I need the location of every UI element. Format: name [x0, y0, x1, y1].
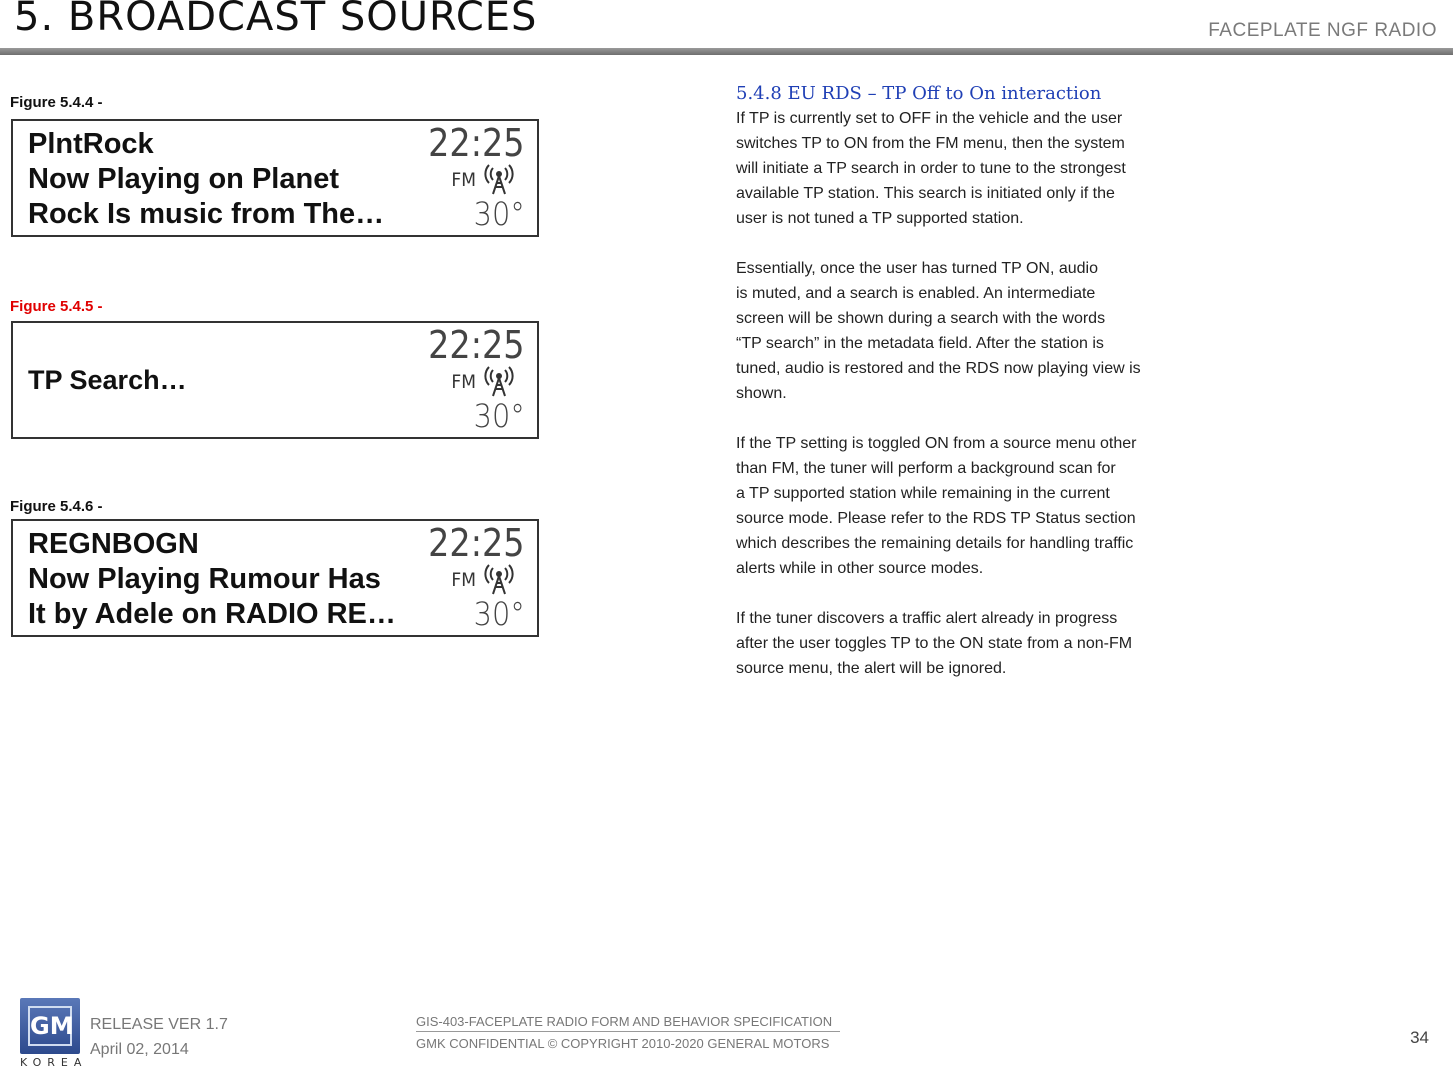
- document-subtitle: FACEPLATE NGF RADIO: [1208, 20, 1437, 41]
- paragraph: [736, 431, 1236, 581]
- broadcast-antenna-icon: [483, 365, 515, 397]
- clock: 22:25: [428, 521, 525, 565]
- text-line: alerts while in other source modes.: [736, 560, 984, 577]
- logo-subtext: KOREA: [20, 1056, 88, 1069]
- figure-label: Figure 5.4.6 -: [10, 498, 103, 515]
- page-number: 34: [1410, 1028, 1429, 1047]
- text-line: screen will be shown during a search with the words: [736, 310, 1106, 327]
- tp-search-text: TP Search…: [28, 365, 187, 395]
- radio-display-figure-3: [11, 519, 539, 637]
- station-name: REGNBOGN: [28, 528, 199, 560]
- logo-badge: [20, 998, 80, 1054]
- temperature: 30°: [473, 195, 525, 233]
- text-line: switches TP to ON from the FM menu, then the system: [736, 135, 1125, 152]
- radio-display-figure-2: [11, 321, 539, 439]
- release-info: [90, 1012, 228, 1062]
- status-column: [428, 121, 529, 235]
- metadata-text: [28, 527, 396, 632]
- band-indicator: FM: [451, 569, 476, 591]
- status-column: [428, 323, 529, 437]
- text-line: than FM, the tuner will perform a background scan for: [736, 460, 1116, 477]
- broadcast-antenna-icon: [483, 163, 515, 195]
- text-line: tuned, audio is restored and the RDS now playing view is: [736, 360, 1141, 377]
- text-line: after the user toggles TP to the ON state from a non-FM: [736, 635, 1133, 652]
- metadata-text: [28, 127, 384, 232]
- now-playing-line-1: Now Playing on Planet: [28, 163, 339, 195]
- header-divider: [0, 48, 1453, 55]
- text-line: If TP is currently set to OFF in the vehicle and the user: [736, 110, 1123, 127]
- section-heading: 5.4.8 EU RDS – TP Off to On interaction: [736, 83, 1102, 104]
- now-playing-line-1: Now Playing Rumour Has: [28, 563, 381, 595]
- paragraph: [736, 606, 1236, 681]
- now-playing-line-2: It by Adele on RADIO RE…: [28, 598, 396, 630]
- temperature: 30°: [473, 595, 525, 633]
- document-title: GIS-403-FACEPLATE RADIO FORM AND BEHAVIOR SPECIFICATION: [416, 1014, 840, 1032]
- page-title: 5. BROADCAST SOURCES: [14, 0, 538, 40]
- text-line: If the tuner discovers a traffic alert already in progress: [736, 610, 1118, 627]
- text-line: will initiate a TP search in order to tune to the strongest: [736, 160, 1126, 177]
- status-column: [428, 521, 529, 635]
- text-line: source mode. Please refer to the RDS TP Status section: [736, 510, 1136, 527]
- text-line: is muted, and a search is enabled. An intermediate: [736, 285, 1096, 302]
- text-line: a TP supported station while remaining in the current: [736, 485, 1110, 502]
- footer-document-info: [416, 1014, 840, 1051]
- paragraph: [736, 256, 1236, 406]
- clock: 22:25: [428, 323, 525, 367]
- band-indicator: FM: [451, 169, 476, 191]
- confidential-notice: GMK CONFIDENTIAL © COPYRIGHT 2010-2020 GENERAL MOTORS: [416, 1036, 830, 1051]
- text-line: If the TP setting is toggled ON from a source menu other: [736, 435, 1137, 452]
- clock: 22:25: [428, 121, 525, 165]
- text-line: source menu, the alert will be ignored.: [736, 660, 1007, 677]
- now-playing-line-2: Rock Is music from The…: [28, 198, 385, 230]
- gm-korea-logo: [20, 998, 88, 1070]
- figure-label: Figure 5.4.5 -: [10, 298, 103, 315]
- logo-text: GM: [28, 1006, 72, 1046]
- temperature: 30°: [473, 397, 525, 435]
- text-line: “TP search” in the metadata field. After the station is: [736, 335, 1104, 352]
- figure-label: Figure 5.4.4 -: [10, 94, 103, 111]
- band-indicator: FM: [451, 371, 476, 393]
- broadcast-antenna-icon: [483, 563, 515, 595]
- release-version: RELEASE VER 1.7: [90, 1016, 228, 1033]
- release-date: April 02, 2014: [90, 1041, 189, 1058]
- paragraph: [736, 106, 1236, 231]
- text-line: shown.: [736, 385, 787, 402]
- text-line: which describes the remaining details for handling traffic: [736, 535, 1134, 552]
- section-body: [736, 106, 1236, 706]
- text-line: user is not tuned a TP supported station.: [736, 210, 1024, 227]
- station-name: PlntRock: [28, 128, 154, 160]
- radio-display-figure-1: [11, 119, 539, 237]
- text-line: Essentially, once the user has turned TP ON, audio: [736, 260, 1098, 277]
- text-line: available TP station. This search is initiated only if the: [736, 185, 1115, 202]
